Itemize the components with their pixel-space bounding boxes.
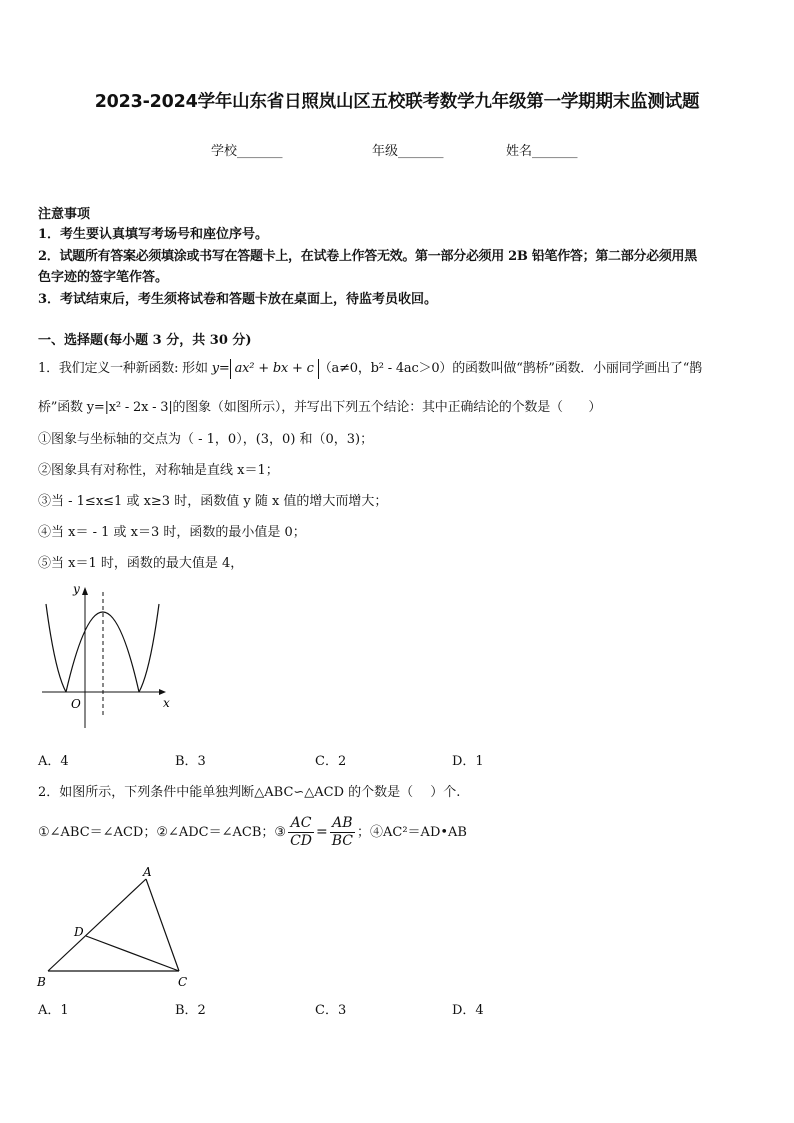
q1-stem-line2: 桥”函数 y=|x² - 2x - 3|的图象（如图所示），并写出下列五个结论：其中正确结论的个数是（ ） [38, 400, 602, 415]
notes-heading: 注意事项 [38, 207, 91, 222]
vertex-d-label: D [74, 925, 84, 939]
school-field [211, 140, 283, 159]
q1-stem-text: 1．我们定义一种新函数: 形如 [38, 361, 212, 376]
name-field [506, 140, 578, 159]
q2-stem: 2．如图所示，下列条件中能单独判断△ABC∽△ACD 的个数是（ ）个. [38, 785, 461, 800]
q1-statement-1: ①图象与坐标轴的交点为（ - 1，0），(3，0) 和（0，3)； [38, 432, 374, 447]
origin-label: O [71, 697, 81, 711]
y-axis-label: y [73, 582, 80, 596]
name-label: 姓名 [506, 144, 533, 159]
grade-field [372, 140, 444, 159]
q1-stem-line1 [38, 357, 702, 379]
q1-condition: （a≠0，b² - 4ac＞0）的函数叫做“鹊桥”函数．小丽同学画出了“鹊 [318, 361, 702, 376]
q2-option-d: D．4 [452, 1003, 484, 1018]
q1-function-graph [38, 582, 178, 732]
q1-statement-4: ④当 x＝ - 1 或 x＝3 时，函数的最小值是 0； [38, 525, 306, 540]
note-item-1: 1．考生要认真填写考场号和座位序号。 [38, 227, 269, 242]
frac2-numerator: AB [330, 815, 355, 833]
q1-option-b: B．3 [175, 754, 206, 769]
q2-option-a: A．1 [38, 1003, 69, 1018]
q1-option-a: A．4 [38, 754, 69, 769]
frac1-denominator: CD [290, 833, 313, 849]
school-label: 学校 [211, 144, 238, 159]
grade-label: 年级 [372, 144, 399, 159]
name-blank: _______ [532, 144, 578, 159]
vertex-b-label: B [37, 975, 46, 989]
note-item-3: 3．考试结束后，考生须将试卷和答题卡放在桌面上，待监考员收回。 [38, 292, 438, 307]
page-title: 2023-2024学年山东省日照岚山区五校联考数学九年级第一学期期末监测试题 [94, 92, 700, 112]
side-ba [48, 879, 146, 971]
q2-fraction-2 [330, 815, 355, 850]
vertex-c-label: C [178, 975, 188, 989]
curve-left-branch [46, 604, 66, 692]
note-item-2: 2．试题所有答案必须填涂或书写在答题卡上，在试卷上作答无效。第一部分必须用 2B 铅笔作答；第二部分必须用黑 [38, 249, 697, 264]
q2-option-c: C．3 [315, 1003, 347, 1018]
grade-blank: _______ [398, 144, 444, 159]
q1-statement-3: ③当 - 1≤x≤1 或 x≥3 时，函数值 y 随 x 值的增大而增大； [38, 494, 388, 509]
vertex-a-label: A [143, 865, 152, 879]
q1-option-d: D．1 [452, 754, 484, 769]
q1-abs-expression: ax² + bx + c [230, 359, 319, 379]
note-item-2-cont: 色字迹的签字笔作答。 [38, 270, 169, 285]
section-heading: 一、选择题(每小题 3 分，共 30 分) [38, 333, 252, 348]
curve-right-branch [139, 604, 159, 692]
q1-option-c: C．2 [315, 754, 347, 769]
q2-fraction-1 [288, 815, 314, 850]
q1-statement-2: ②图象具有对称性，对称轴是直线 x＝1； [38, 463, 279, 478]
frac1-numerator: AC [288, 815, 314, 833]
frac2-denominator: BC [331, 833, 354, 849]
y-axis-arrow [82, 587, 88, 595]
side-ac [146, 879, 179, 971]
q2-equals: = [316, 824, 328, 840]
q2-conditions [38, 815, 467, 850]
segment-dc [86, 936, 179, 971]
x-axis-arrow [159, 689, 166, 695]
q2-triangle-figure [34, 862, 194, 992]
q2-conditions-a: ①∠ABC＝∠ACD；②∠ADC＝∠ACB；③ [38, 825, 287, 840]
q1-y-eq: y= [211, 361, 230, 376]
q2-conditions-b: ；④AC²＝AD•AB [357, 825, 467, 840]
q2-option-b: B．2 [175, 1003, 206, 1018]
school-blank: _______ [237, 144, 283, 159]
q1-statement-5: ⑤当 x＝1 时，函数的最大值是 4， [38, 556, 244, 571]
x-axis-label: x [163, 696, 170, 710]
